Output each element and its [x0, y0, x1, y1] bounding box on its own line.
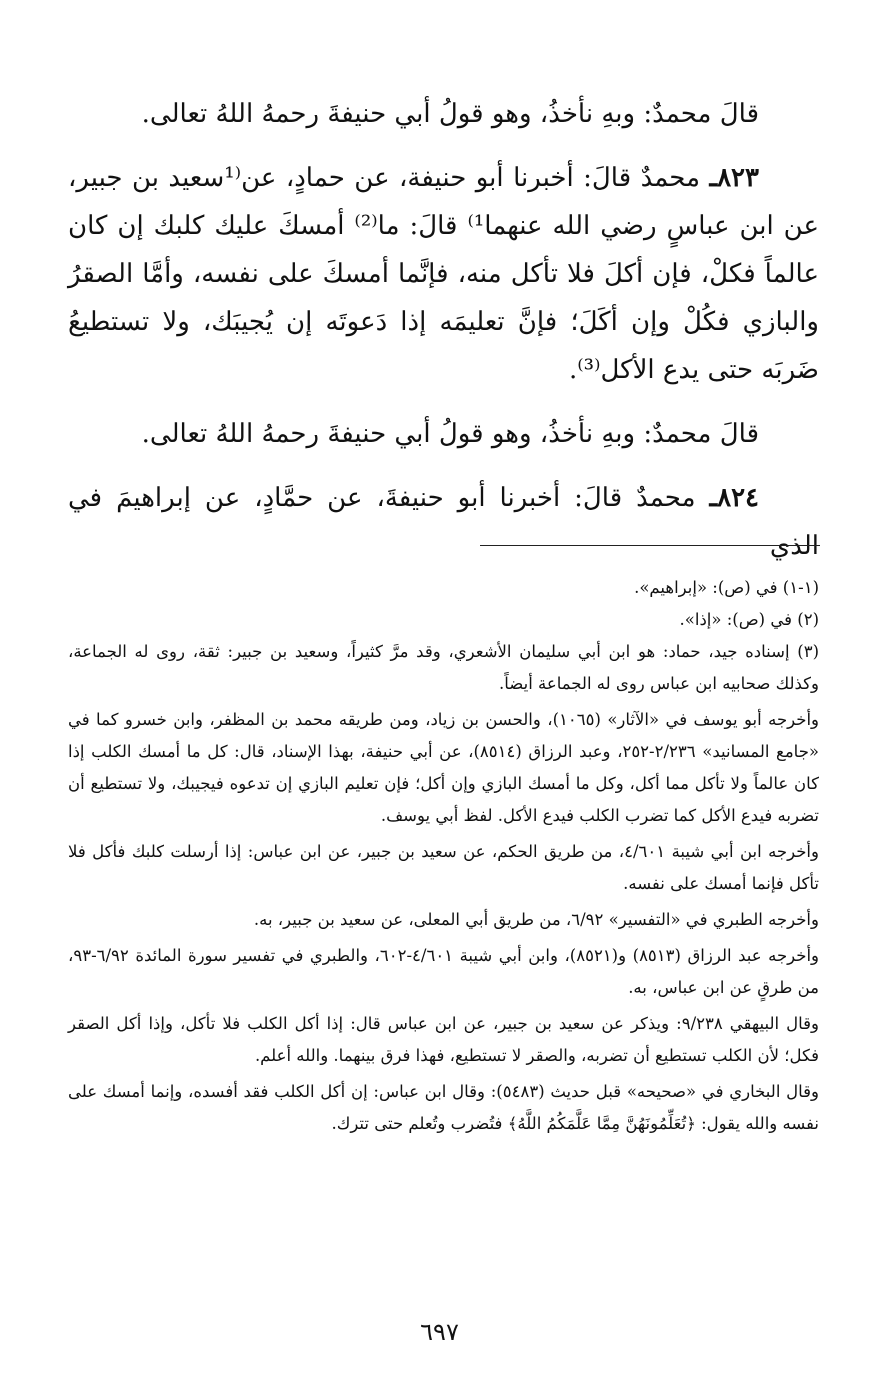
- main-text: [68, 90, 819, 570]
- footnote-1: (١-١) في (ص): «إبراهيم».: [634, 578, 819, 597]
- paragraph-1: قالَ محمدٌ: وبهِ نأخذُ، وهو قولُ أبي حنيفةَ رحمهُ اللهُ تعالى.: [141, 99, 759, 129]
- page-number: ٦٩٧: [420, 1318, 459, 1346]
- footnote-2: (٢) في (ص): «إذا».: [679, 610, 819, 629]
- footnote-3-para-2: وأخرجه أبو يوسف في «الآثار» (١٠٦٥)، والحسن بن زياد، ومن طريقه محمد بن المظفر، وابن خسرو كما في «جامع المسانيد» ٢/٢٣٦-٢٥٢، وعبد الرزاق (٨٥١٤)، عن أبي حنيفة، بهذا الإسناد، قال: كل ما أمسك الكلب إذا كان عالماً ولا تأكل مما أكل، وكل ما أمسك البازي وإن أكل؛ فإن تعليم البازي إن تدعوه فيجيبك، ولا تستطيع أن تضربه فيدع الأكل كما تضرب الكلب فيدع الأكل. لفظ أبي يوسف.: [68, 710, 819, 825]
- footnote-3-para-6: وقال البيهقي ٩/٢٣٨: ويذكر عن سعيد بن جبير، عن ابن عباس قال: إذا أكل الكلب فلا تأكل، وإذا أكل الصقر فكل؛ لأن الكلب تستطيع أن تضربه، والصقر لا تستطيع، فهذا فرق بينهما. والله أعلم.: [68, 1014, 819, 1065]
- paragraph-824: [68, 474, 819, 570]
- footnote-3-para-3: وأخرجه ابن أبي شيبة ٤/٦٠١، من طريق الحكم، عن سعيد بن جبير، عن ابن عباس: إذا أرسلت كلبك فأكل فلا تأكل فإنما أمسك على نفسه.: [68, 842, 819, 893]
- footnotes: [68, 572, 819, 1140]
- footnote-3-para-7: وقال البخاري في «صحيحه» قبل حديث (٥٤٨٣): وقال ابن عباس: إن أكل الكلب فقد أفسده، وإنما أمسك على نفسه والله يقول: ﴿تُعَلِّمُونَهُنَّ مِمَّا عَلَّمَكُمُ اللَّهُ﴾ فتُضرب وتُعلم حتى تترك.: [68, 1082, 819, 1133]
- paragraph-823: [68, 154, 819, 394]
- footnote-3-para-4: وأخرجه الطبري في «التفسير» ٦/٩٢، من طريق أبي المعلى، عن سعيد بن جبير، به.: [253, 910, 819, 929]
- hadith-text-823: محمدٌ قالَ: أخبرنا أبو حنيفة، عن حمادٍ، عن⁽¹سعيد بن جبير، عن ابن عباسٍ رضي الله عنهما¹⁾ قالَ: ما⁽²⁾ أمسكَ عليك كلبك إن كان عالماً فكلْ، فإن أكلَ فلا تأكل منه، فإنَّما أمسكَ على نفسه، وأمَّا الصقرُ والبازي فكُلْ وإن أكَلَ؛ فإنَّ تعليمَه إذا دَعوتَه إن يُجيبَك، ولا تستطيعُ ضَربَه حتى يدع الأكل⁽³⁾.: [68, 163, 819, 385]
- footnote-separator: [480, 545, 820, 546]
- footnote-3: (٣) إسناده جيد، حماد: هو ابن أبي سليمان الأشعري، وقد مرَّ كثيراً، وسعيد بن جبير: ثقة، روى له الجماعة، وكذلك صحابيه ابن عباس روى له الجماعة أيضاً.: [68, 642, 819, 693]
- hadith-number-824: ٨٢٤ـ: [709, 483, 760, 513]
- hadith-number-823: ٨٢٣ـ: [709, 163, 759, 193]
- hadith-text-824: محمدٌ قالَ: أخبرنا أبو حنيفةَ، عن حمَّادٍ، عن إبراهيمَ في الذي: [68, 483, 819, 561]
- footnote-3-para-5: وأخرجه عبد الرزاق (٨٥١٣) و(٨٥٢١)، وابن أبي شيبة ٤/٦٠١-٦٠٢، والطبري في تفسير سورة المائدة ٦/٩٢-٩٣، من طرقٍ عن ابن عباس، به.: [68, 946, 820, 997]
- paragraph-3: قالَ محمدٌ: وبهِ نأخذُ، وهو قولُ أبي حنيفةَ رحمهُ اللهُ تعالى.: [141, 419, 759, 449]
